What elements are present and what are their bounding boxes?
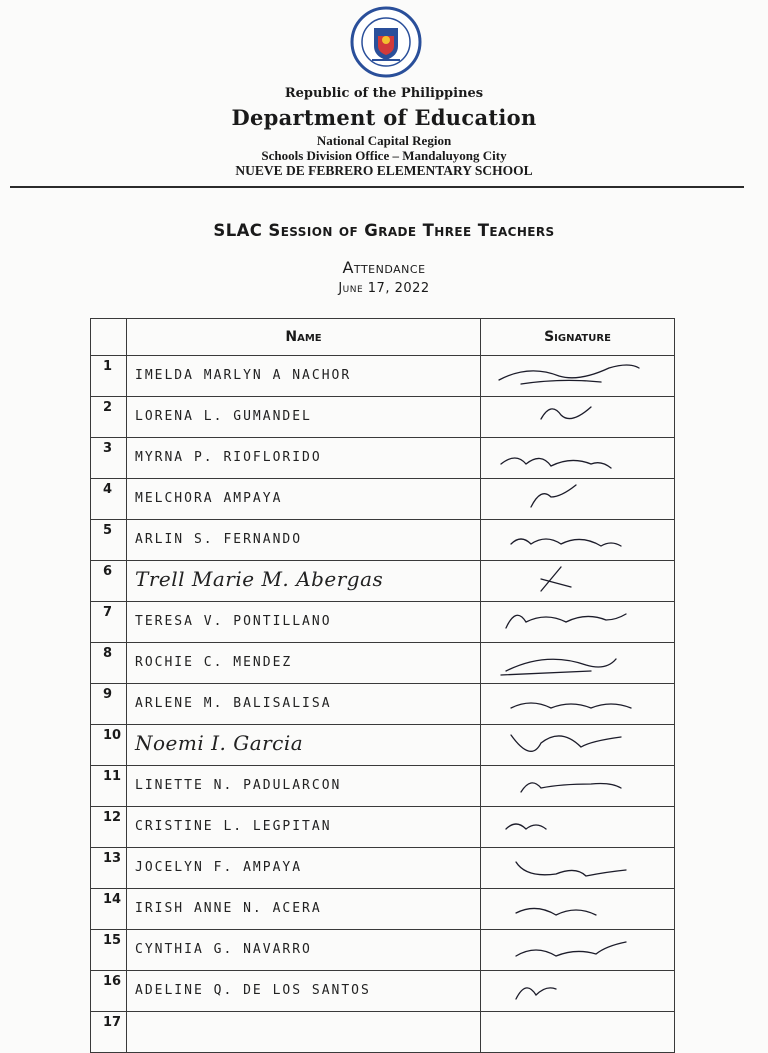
row-number: 10 [91,725,127,766]
row-number: 6 [91,561,127,602]
table-header-row [91,319,675,356]
table-row [91,643,675,684]
handwritten-name: Noemi I. Garcia [135,731,304,755]
row-number: 1 [91,356,127,397]
name-cell [127,602,481,643]
signature-cell [481,1012,675,1053]
row-number: 12 [91,807,127,848]
handwritten-signature [481,930,675,967]
handwritten-signature [481,807,675,844]
table-row [91,602,675,643]
row-number: 16 [91,971,127,1012]
table-row [91,356,675,397]
handwritten-name: IRISH ANNE N. ACERA [135,901,322,916]
school-heading: NUEVE DE FEBRERO ELEMENTARY SCHOOL [235,163,533,178]
handwritten-name: MYRNA P. RIOFLORIDO [135,450,322,465]
handwritten-signature [481,971,675,1008]
name-cell [127,438,481,479]
name-cell [127,356,481,397]
division-heading: Schools Division Office – Mandaluyong City [261,148,507,163]
signature-cell [481,643,675,684]
name-cell [127,643,481,684]
name-cell [127,397,481,438]
region-heading: National Capital Region [316,133,452,148]
name-cell [127,930,481,971]
row-number: 9 [91,684,127,725]
signature-cell [481,766,675,807]
handwritten-signature [481,725,675,762]
handwritten-name: Trell Marie M. Abergas [135,567,384,591]
signature-cell [481,520,675,561]
handwritten-signature [481,848,675,885]
row-number: 14 [91,889,127,930]
row-number: 17 [91,1012,127,1053]
name-cell [127,766,481,807]
attendance-table [90,318,675,1053]
row-number: 2 [91,397,127,438]
handwritten-signature [481,602,675,639]
signature-cell [481,930,675,971]
table-row [91,725,675,766]
handwritten-name: IMELDA MARLYN A NACHOR [135,368,352,383]
name-cell [127,848,481,889]
table-row [91,684,675,725]
deped-seal-logo [350,6,422,78]
table-row [91,889,675,930]
handwritten-name: ARLENE M. BALISALISA [135,696,332,711]
signature-cell [481,479,675,520]
republic-heading: Republic of the Philippines [284,86,484,101]
handwritten-signature [481,520,675,557]
table-row [91,438,675,479]
name-cell [127,479,481,520]
department-heading: Department of Education [231,105,537,130]
signature-cell [481,807,675,848]
handwritten-name: ARLIN S. FERNANDO [135,532,303,547]
table-row [91,1012,675,1053]
table-row [91,971,675,1012]
attendance-rows [91,356,675,1053]
handwritten-signature [481,438,675,475]
name-cell [127,807,481,848]
row-number: 13 [91,848,127,889]
number-column-header [91,319,127,356]
row-number: 5 [91,520,127,561]
document-date: June 17, 2022 [338,281,430,296]
row-number: 15 [91,930,127,971]
handwritten-name: LINETTE N. PADULARCON [135,778,342,793]
table-row [91,397,675,438]
table-row [91,561,675,602]
signature-cell [481,602,675,643]
document-subtitle: Attendance [342,258,426,277]
signature-cell [481,889,675,930]
table-row [91,520,675,561]
name-cell [127,889,481,930]
name-cell [127,1012,481,1053]
name-cell [127,971,481,1012]
signature-cell [481,684,675,725]
name-cell [127,684,481,725]
table-row [91,930,675,971]
name-cell [127,520,481,561]
row-number: 7 [91,602,127,643]
signature-column-header: Signature [481,319,675,356]
handwritten-name: ADELINE Q. DE LOS SANTOS [135,983,371,998]
handwritten-name: TERESA V. PONTILLANO [135,614,332,629]
handwritten-signature [481,643,675,680]
row-number: 3 [91,438,127,479]
table-row [91,479,675,520]
row-number: 4 [91,479,127,520]
handwritten-name: ROCHIE C. MENDEZ [135,655,293,670]
table-row [91,807,675,848]
document-title: SLAC Session of Grade Three Teachers [213,221,555,240]
handwritten-signature [481,561,675,598]
row-number: 11 [91,766,127,807]
handwritten-name: JOCELYN F. AMPAYA [135,860,303,875]
handwritten-name: CRISTINE L. LEGPITAN [135,819,332,834]
signature-cell [481,848,675,889]
name-column-header: Name [127,319,481,356]
header-divider [10,186,744,188]
table-row [91,766,675,807]
signature-cell [481,397,675,438]
name-cell [127,561,481,602]
row-number: 8 [91,643,127,684]
signature-cell [481,356,675,397]
handwritten-signature [481,684,675,721]
signature-cell [481,561,675,602]
signature-cell [481,725,675,766]
handwritten-signature [481,356,675,393]
table-row [91,848,675,889]
handwritten-name: LORENA L. GUMANDEL [135,409,312,424]
handwritten-signature [481,479,675,516]
handwritten-signature [481,397,675,434]
signature-cell [481,971,675,1012]
handwritten-signature [481,889,675,926]
handwritten-name: CYNTHIA G. NAVARRO [135,942,312,957]
handwritten-signature [481,766,675,803]
handwritten-name: MELCHORA AMPAYA [135,491,283,506]
signature-cell [481,438,675,479]
name-cell [127,725,481,766]
